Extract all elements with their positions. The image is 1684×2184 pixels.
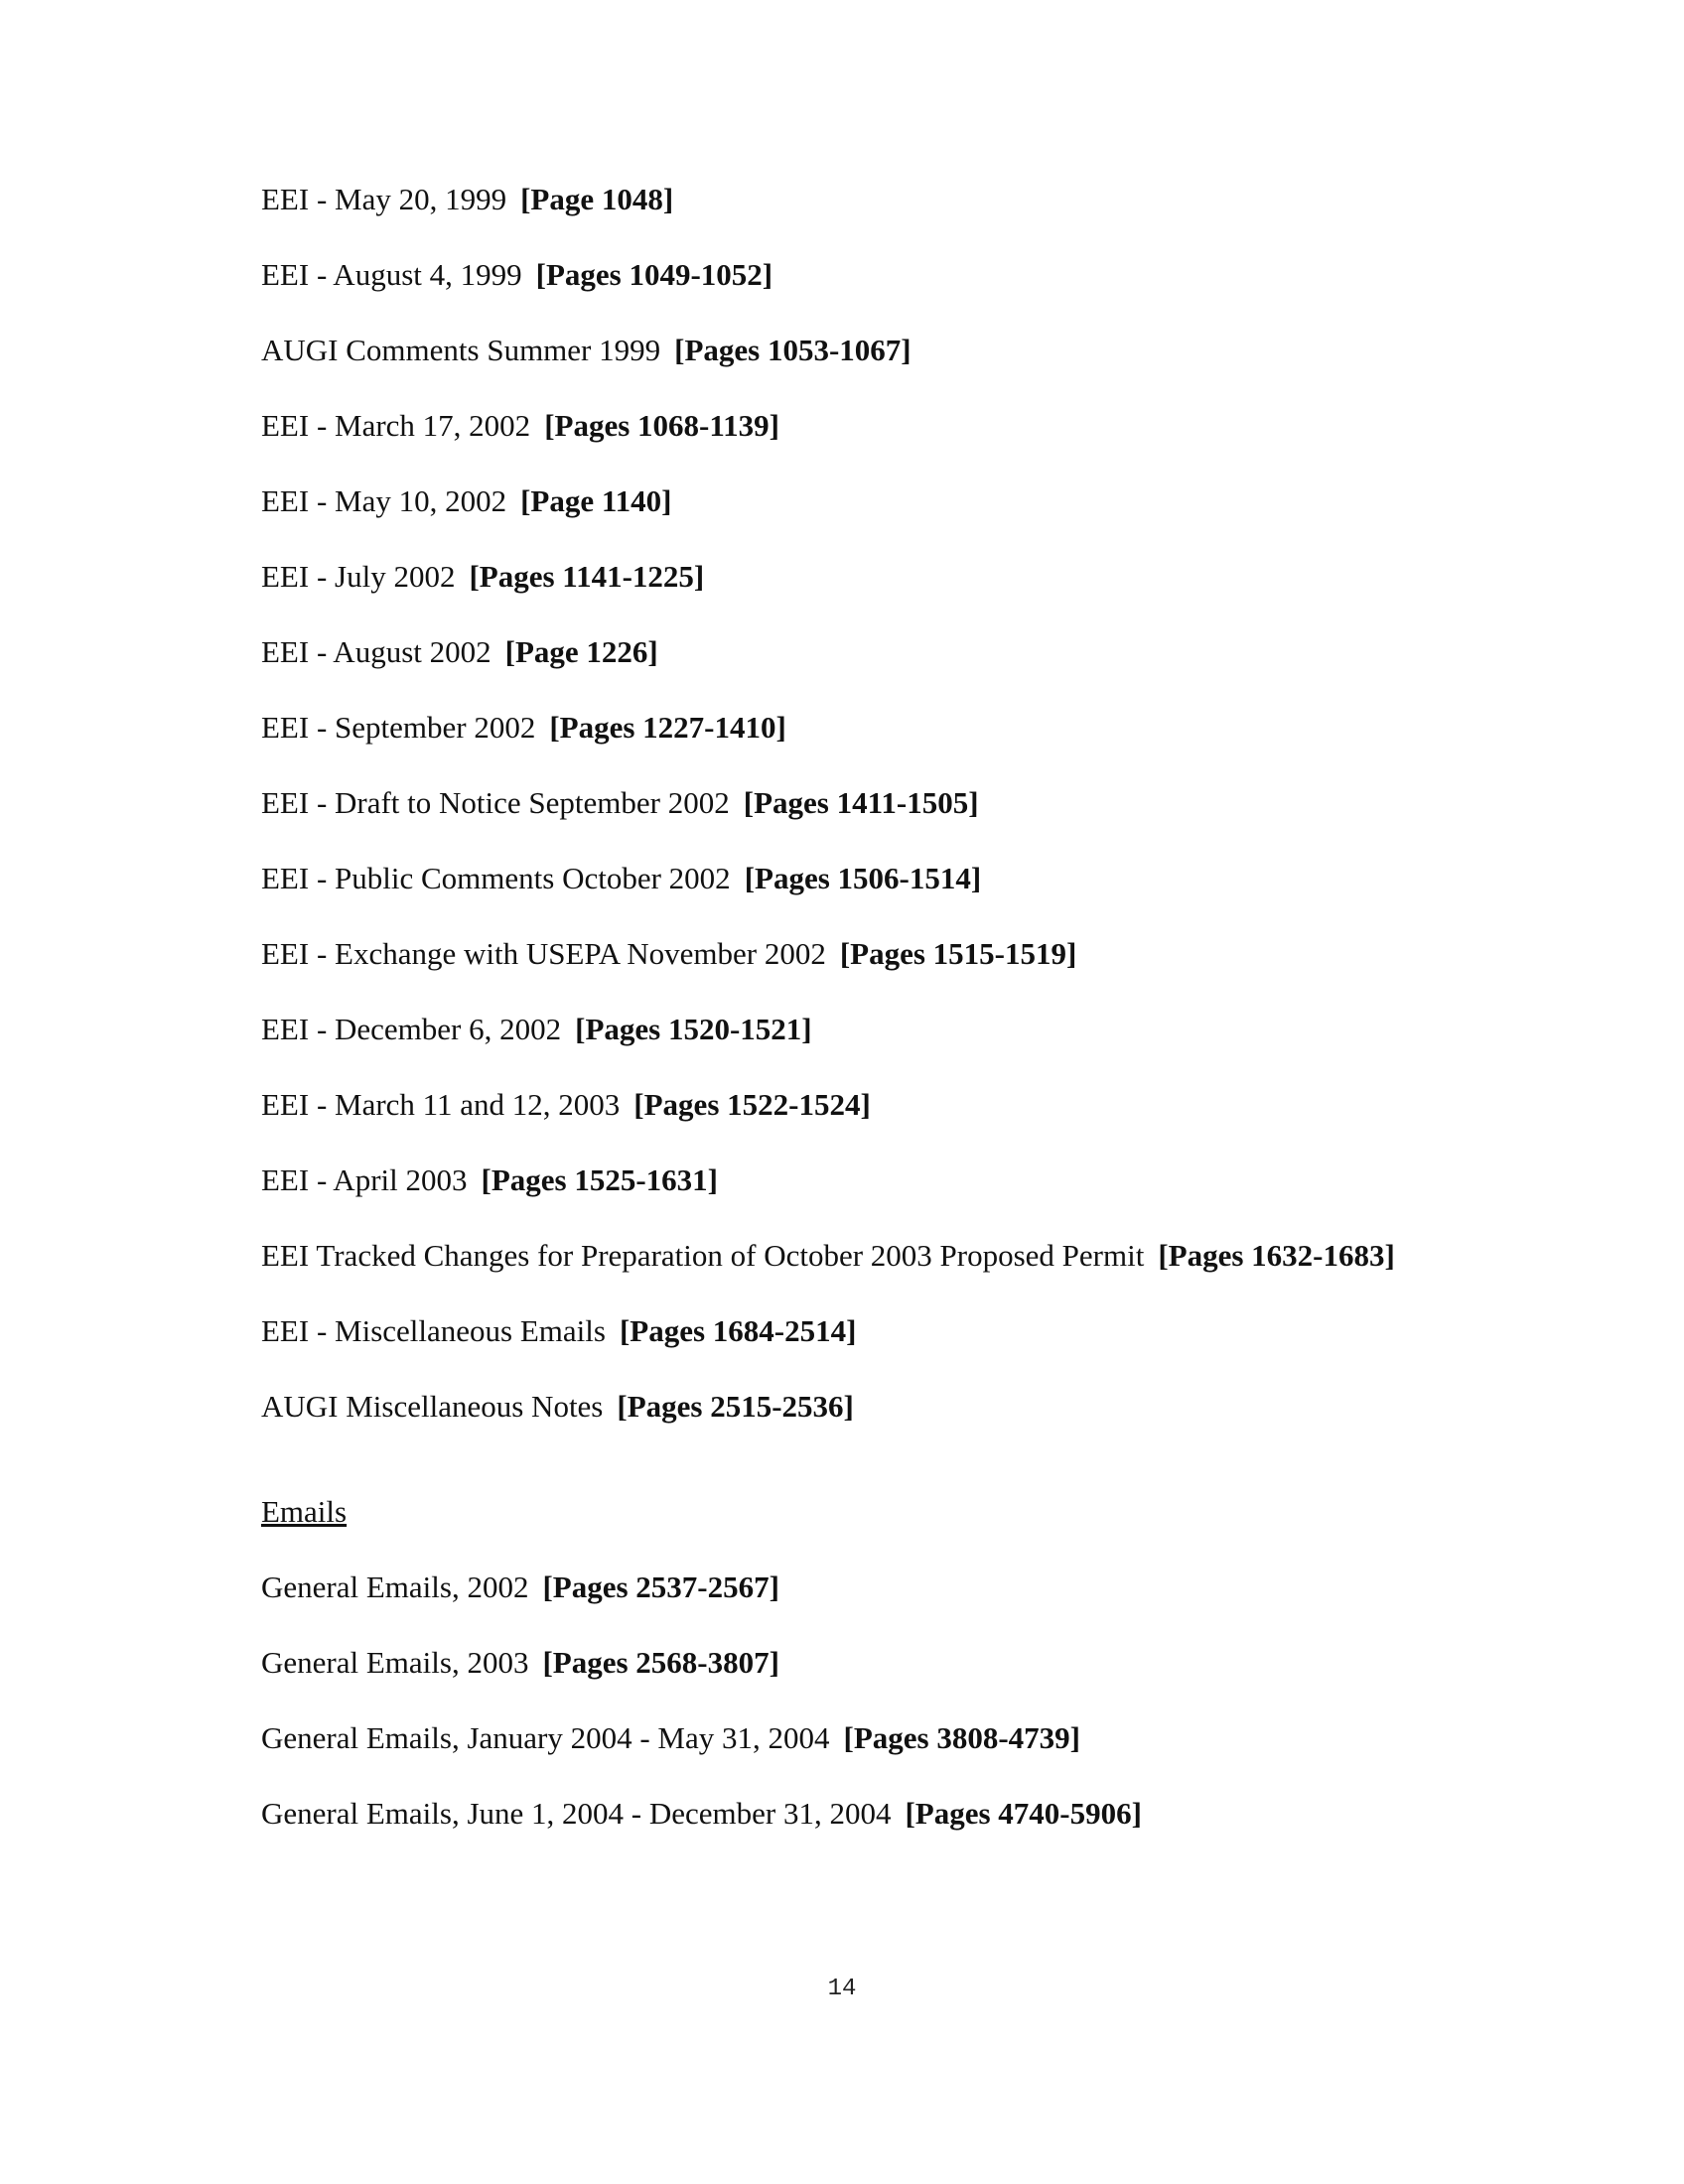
entry-label: EEI - May 20, 1999 bbox=[261, 182, 507, 216]
list-item bbox=[261, 784, 1423, 822]
entry-pages: [Page 1048] bbox=[520, 182, 674, 216]
entry-label: EEI Tracked Changes for Preparation of October 2003 Proposed Permit bbox=[261, 1238, 1145, 1273]
entry-pages: [Pages 1522-1524] bbox=[633, 1087, 871, 1122]
list-item bbox=[261, 181, 1423, 218]
entry-pages: [Pages 2515-2536] bbox=[617, 1389, 854, 1424]
entry-pages: [Pages 3808-4739] bbox=[843, 1720, 1080, 1755]
list-item bbox=[261, 256, 1423, 294]
list-item bbox=[261, 860, 1423, 897]
list-item bbox=[261, 1011, 1423, 1048]
emails-heading: Emails bbox=[261, 1494, 348, 1529]
list-item bbox=[261, 1388, 1423, 1426]
entry-pages: [Pages 1053-1067] bbox=[674, 333, 912, 367]
entry-label: EEI - March 17, 2002 bbox=[261, 408, 531, 443]
list-item bbox=[261, 1161, 1423, 1199]
entry-label: AUGI Comments Summer 1999 bbox=[261, 333, 661, 367]
entry-label: EEI - December 6, 2002 bbox=[261, 1012, 562, 1046]
emails-list bbox=[261, 1569, 1423, 1833]
list-item bbox=[261, 1644, 1423, 1682]
entry-label: General Emails, January 2004 - May 31, 2004 bbox=[261, 1720, 830, 1755]
entry-pages: [Page 1226] bbox=[504, 634, 658, 669]
entry-label: EEI - March 11 and 12, 2003 bbox=[261, 1087, 621, 1122]
list-item bbox=[261, 407, 1423, 445]
list-item bbox=[261, 1719, 1423, 1757]
entry-label: EEI - August 2002 bbox=[261, 634, 491, 669]
entry-pages: [Pages 2568-3807] bbox=[542, 1645, 779, 1680]
list-item bbox=[261, 633, 1423, 671]
entry-pages: [Pages 1525-1631] bbox=[481, 1162, 718, 1197]
entry-label: EEI - Draft to Notice September 2002 bbox=[261, 785, 730, 820]
entry-label: EEI - Miscellaneous Emails bbox=[261, 1313, 606, 1348]
entry-label: EEI - Public Comments October 2002 bbox=[261, 861, 731, 895]
list-item bbox=[261, 558, 1423, 596]
list-item bbox=[261, 1237, 1423, 1275]
entry-pages: [Page 1140] bbox=[520, 483, 672, 518]
entry-pages: [Pages 1684-2514] bbox=[619, 1313, 857, 1348]
list-item bbox=[261, 332, 1423, 369]
entry-pages: [Pages 1141-1225] bbox=[469, 559, 705, 594]
list-item bbox=[261, 1086, 1423, 1124]
entry-label: General Emails, 2002 bbox=[261, 1570, 529, 1604]
list-item bbox=[261, 1795, 1423, 1833]
entry-pages: [Pages 2537-2567] bbox=[542, 1570, 779, 1604]
list-item bbox=[261, 935, 1423, 973]
index-list bbox=[261, 181, 1423, 1870]
list-item bbox=[261, 482, 1423, 520]
entry-label: AUGI Miscellaneous Notes bbox=[261, 1389, 604, 1424]
entry-label: General Emails, 2003 bbox=[261, 1645, 529, 1680]
page-number: 14 bbox=[827, 1976, 857, 2002]
list-item bbox=[261, 1312, 1423, 1350]
entry-label: EEI - April 2003 bbox=[261, 1162, 468, 1197]
entry-pages: [Pages 1227-1410] bbox=[549, 710, 786, 745]
entry-label: General Emails, June 1, 2004 - December 31, 2004 bbox=[261, 1796, 892, 1831]
entry-pages: [Pages 1411-1505] bbox=[743, 785, 979, 820]
entry-label: EEI - Exchange with USEPA November 2002 bbox=[261, 936, 826, 971]
entry-label: EEI - May 10, 2002 bbox=[261, 483, 507, 518]
entry-pages: [Pages 4740-5906] bbox=[905, 1796, 1142, 1831]
list-item bbox=[261, 709, 1423, 747]
emails-section bbox=[261, 1493, 1423, 1833]
list-item bbox=[261, 1569, 1423, 1606]
entry-pages: [Pages 1506-1514] bbox=[744, 861, 982, 895]
entry-pages: [Pages 1049-1052] bbox=[535, 257, 773, 292]
entry-pages: [Pages 1632-1683] bbox=[1158, 1238, 1395, 1273]
entry-label: EEI - August 4, 1999 bbox=[261, 257, 522, 292]
entry-pages: [Pages 1515-1519] bbox=[839, 936, 1077, 971]
entry-pages: [Pages 1068-1139] bbox=[544, 408, 779, 443]
entry-pages: [Pages 1520-1521] bbox=[575, 1012, 812, 1046]
entry-label: EEI - September 2002 bbox=[261, 710, 536, 745]
entry-label: EEI - July 2002 bbox=[261, 559, 456, 594]
